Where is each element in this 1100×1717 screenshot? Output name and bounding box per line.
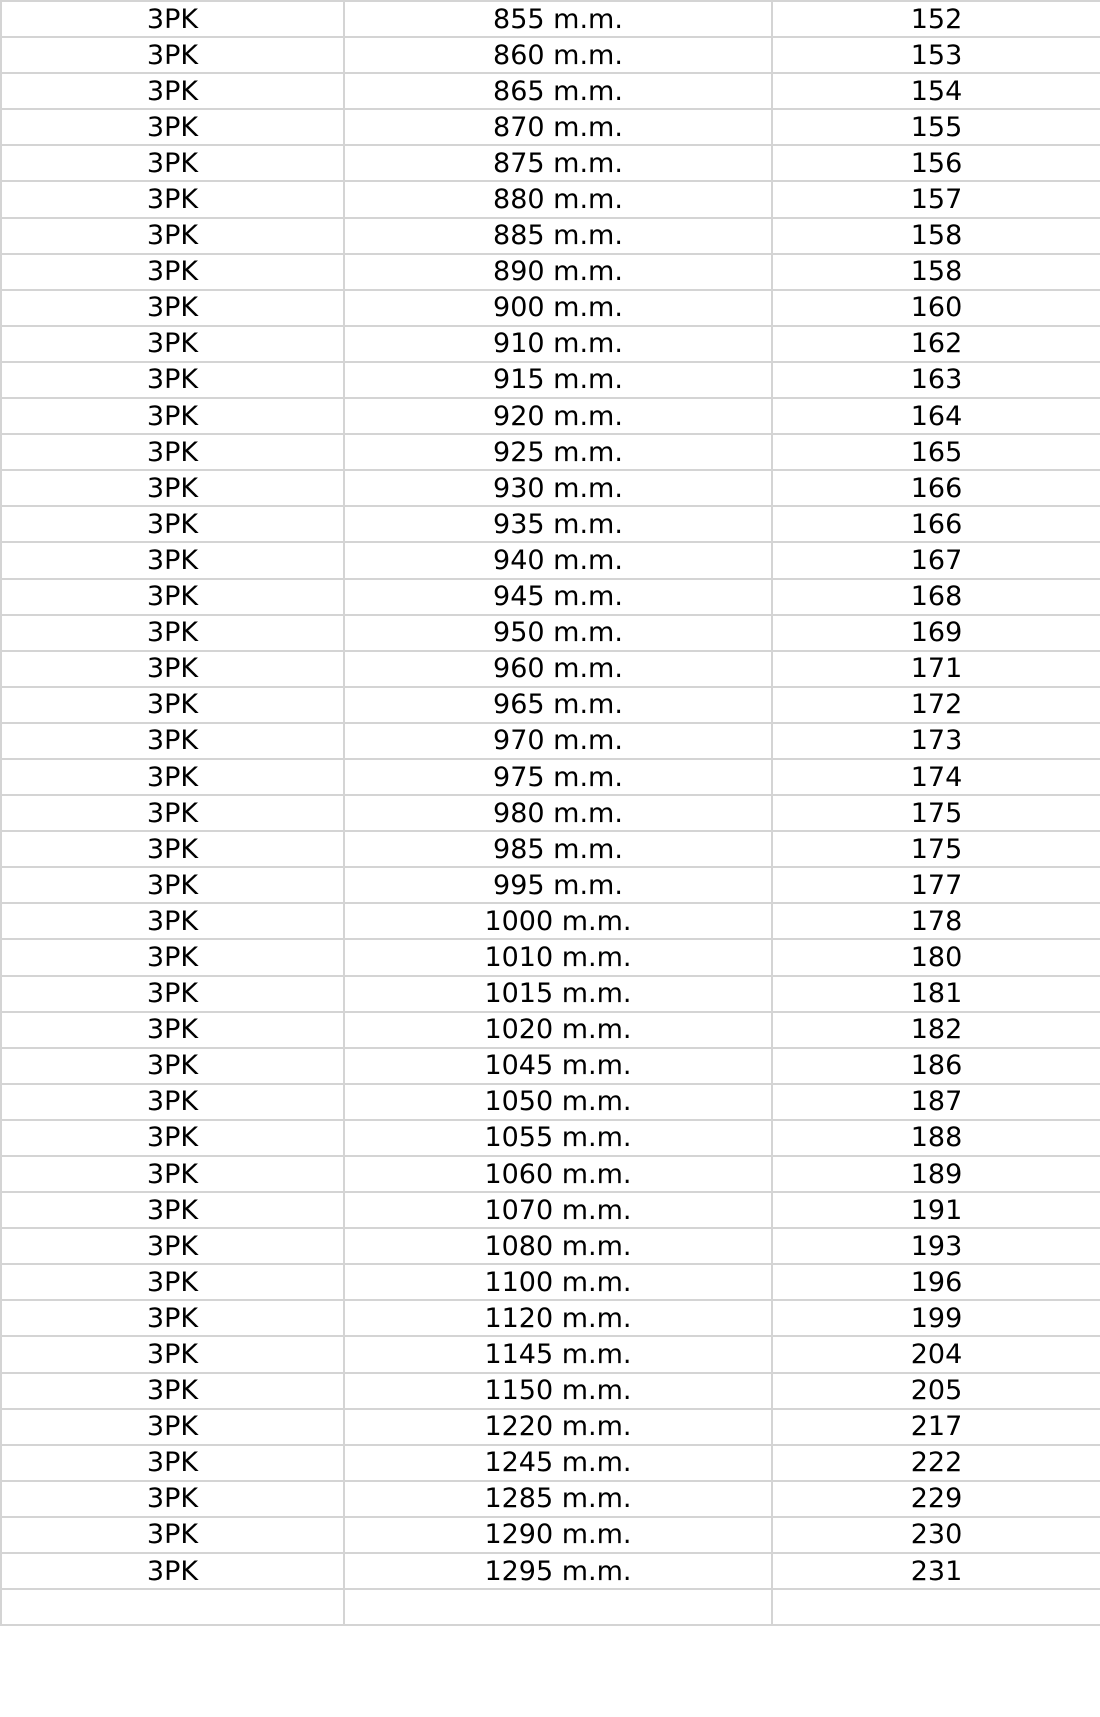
table-row bbox=[1, 1517, 1100, 1553]
length-cell[interactable]: 1220 m.m. bbox=[344, 1409, 772, 1445]
code-cell[interactable]: 182 bbox=[772, 1012, 1100, 1048]
length-cell[interactable]: 870 m.m. bbox=[344, 109, 772, 145]
table-row bbox=[1, 687, 1100, 723]
profile-cell[interactable]: 3PK bbox=[1, 615, 344, 651]
length-cell[interactable]: 960 m.m. bbox=[344, 651, 772, 687]
code-cell[interactable]: 158 bbox=[772, 218, 1100, 254]
length-cell[interactable]: 1000 m.m. bbox=[344, 903, 772, 939]
table-row bbox=[1, 37, 1100, 73]
profile-cell[interactable]: 3PK bbox=[1, 37, 344, 73]
profile-cell[interactable]: 3PK bbox=[1, 434, 344, 470]
profile-cell[interactable]: 3PK bbox=[1, 398, 344, 434]
length-cell[interactable]: 1120 m.m. bbox=[344, 1300, 772, 1336]
code-cell[interactable] bbox=[772, 1589, 1100, 1625]
code-cell[interactable]: 156 bbox=[772, 145, 1100, 181]
profile-cell[interactable]: 3PK bbox=[1, 1300, 344, 1336]
length-cell[interactable]: 920 m.m. bbox=[344, 398, 772, 434]
table-row bbox=[1, 1481, 1100, 1517]
table-row bbox=[1, 1, 1100, 37]
profile-cell[interactable]: 3PK bbox=[1, 1264, 344, 1300]
table-row bbox=[1, 1264, 1100, 1300]
code-cell[interactable]: 189 bbox=[772, 1156, 1100, 1192]
code-cell[interactable]: 193 bbox=[772, 1228, 1100, 1264]
profile-cell[interactable]: 3PK bbox=[1, 1445, 344, 1481]
table-body bbox=[1, 1, 1100, 1625]
code-cell[interactable]: 171 bbox=[772, 651, 1100, 687]
code-cell[interactable]: 155 bbox=[772, 109, 1100, 145]
length-cell[interactable]: 1045 m.m. bbox=[344, 1048, 772, 1084]
table-row bbox=[1, 109, 1100, 145]
code-cell[interactable]: 164 bbox=[772, 398, 1100, 434]
length-cell[interactable]: 1020 m.m. bbox=[344, 1012, 772, 1048]
table-row bbox=[1, 254, 1100, 290]
length-cell[interactable]: 925 m.m. bbox=[344, 434, 772, 470]
table-row bbox=[1, 542, 1100, 578]
length-cell[interactable]: 875 m.m. bbox=[344, 145, 772, 181]
table-row bbox=[1, 1373, 1100, 1409]
length-cell[interactable]: 965 m.m. bbox=[344, 687, 772, 723]
profile-cell[interactable]: 3PK bbox=[1, 867, 344, 903]
code-cell[interactable]: 188 bbox=[772, 1120, 1100, 1156]
code-cell[interactable]: 199 bbox=[772, 1300, 1100, 1336]
length-cell[interactable]: 860 m.m. bbox=[344, 37, 772, 73]
code-cell[interactable]: 153 bbox=[772, 37, 1100, 73]
length-cell[interactable]: 1245 m.m. bbox=[344, 1445, 772, 1481]
length-cell[interactable]: 1100 m.m. bbox=[344, 1264, 772, 1300]
table-row bbox=[1, 1589, 1100, 1625]
length-cell[interactable]: 1015 m.m. bbox=[344, 976, 772, 1012]
code-cell[interactable]: 174 bbox=[772, 759, 1100, 795]
code-cell[interactable]: 173 bbox=[772, 723, 1100, 759]
code-cell[interactable]: 217 bbox=[772, 1409, 1100, 1445]
profile-cell[interactable]: 3PK bbox=[1, 759, 344, 795]
length-cell[interactable]: 900 m.m. bbox=[344, 290, 772, 326]
profile-cell[interactable]: 3PK bbox=[1, 831, 344, 867]
profile-cell[interactable]: 3PK bbox=[1, 181, 344, 217]
code-cell[interactable]: 222 bbox=[772, 1445, 1100, 1481]
code-cell[interactable]: 181 bbox=[772, 976, 1100, 1012]
profile-cell[interactable]: 3PK bbox=[1, 1228, 344, 1264]
profile-cell[interactable]: 3PK bbox=[1, 1156, 344, 1192]
length-cell[interactable]: 1150 m.m. bbox=[344, 1373, 772, 1409]
profile-cell[interactable]: 3PK bbox=[1, 506, 344, 542]
length-cell[interactable]: 985 m.m. bbox=[344, 831, 772, 867]
code-cell[interactable]: 152 bbox=[772, 1, 1100, 37]
length-cell[interactable] bbox=[344, 1589, 772, 1625]
table-row bbox=[1, 1445, 1100, 1481]
length-cell[interactable]: 855 m.m. bbox=[344, 1, 772, 37]
profile-cell[interactable]: 3PK bbox=[1, 109, 344, 145]
length-cell[interactable]: 940 m.m. bbox=[344, 542, 772, 578]
table-row bbox=[1, 145, 1100, 181]
profile-cell[interactable]: 3PK bbox=[1, 1373, 344, 1409]
profile-cell[interactable]: 3PK bbox=[1, 1553, 344, 1589]
code-cell[interactable]: 178 bbox=[772, 903, 1100, 939]
code-cell[interactable]: 172 bbox=[772, 687, 1100, 723]
profile-cell[interactable]: 3PK bbox=[1, 1120, 344, 1156]
code-cell[interactable]: 166 bbox=[772, 470, 1100, 506]
code-cell[interactable]: 230 bbox=[772, 1517, 1100, 1553]
code-cell[interactable]: 157 bbox=[772, 181, 1100, 217]
code-cell[interactable]: 167 bbox=[772, 542, 1100, 578]
length-cell[interactable]: 885 m.m. bbox=[344, 218, 772, 254]
code-cell[interactable]: 169 bbox=[772, 615, 1100, 651]
code-cell[interactable]: 168 bbox=[772, 579, 1100, 615]
profile-cell[interactable]: 3PK bbox=[1, 362, 344, 398]
table-row bbox=[1, 181, 1100, 217]
code-cell[interactable]: 186 bbox=[772, 1048, 1100, 1084]
profile-cell[interactable]: 3PK bbox=[1, 73, 344, 109]
length-cell[interactable]: 1055 m.m. bbox=[344, 1120, 772, 1156]
profile-cell[interactable]: 3PK bbox=[1, 1481, 344, 1517]
table-row bbox=[1, 795, 1100, 831]
table-row bbox=[1, 831, 1100, 867]
table-row bbox=[1, 326, 1100, 362]
length-cell[interactable]: 935 m.m. bbox=[344, 506, 772, 542]
code-cell[interactable]: 187 bbox=[772, 1084, 1100, 1120]
length-cell[interactable]: 1060 m.m. bbox=[344, 1156, 772, 1192]
profile-cell[interactable]: 3PK bbox=[1, 976, 344, 1012]
length-cell[interactable]: 980 m.m. bbox=[344, 795, 772, 831]
profile-cell[interactable]: 3PK bbox=[1, 1084, 344, 1120]
code-cell[interactable]: 229 bbox=[772, 1481, 1100, 1517]
table-row bbox=[1, 1336, 1100, 1372]
table-row bbox=[1, 434, 1100, 470]
profile-cell[interactable]: 3PK bbox=[1, 470, 344, 506]
profile-cell[interactable]: 3PK bbox=[1, 579, 344, 615]
profile-cell[interactable]: 3PK bbox=[1, 1048, 344, 1084]
profile-cell[interactable]: 3PK bbox=[1, 1012, 344, 1048]
length-cell[interactable]: 915 m.m. bbox=[344, 362, 772, 398]
table-row bbox=[1, 1553, 1100, 1589]
length-cell[interactable]: 1080 m.m. bbox=[344, 1228, 772, 1264]
table-row bbox=[1, 1228, 1100, 1264]
table-row bbox=[1, 723, 1100, 759]
length-cell[interactable]: 890 m.m. bbox=[344, 254, 772, 290]
code-cell[interactable]: 180 bbox=[772, 939, 1100, 975]
profile-cell[interactable]: 3PK bbox=[1, 542, 344, 578]
code-cell[interactable]: 205 bbox=[772, 1373, 1100, 1409]
profile-cell[interactable]: 3PK bbox=[1, 290, 344, 326]
code-cell[interactable]: 160 bbox=[772, 290, 1100, 326]
code-cell[interactable]: 196 bbox=[772, 1264, 1100, 1300]
profile-cell[interactable]: 3PK bbox=[1, 1517, 344, 1553]
code-cell[interactable]: 165 bbox=[772, 434, 1100, 470]
profile-cell[interactable]: 3PK bbox=[1, 651, 344, 687]
profile-cell[interactable]: 3PK bbox=[1, 254, 344, 290]
length-cell[interactable]: 1010 m.m. bbox=[344, 939, 772, 975]
code-cell[interactable]: 175 bbox=[772, 831, 1100, 867]
table-row bbox=[1, 73, 1100, 109]
profile-cell[interactable]: 3PK bbox=[1, 1336, 344, 1372]
table-row bbox=[1, 1120, 1100, 1156]
table-row bbox=[1, 939, 1100, 975]
table-row bbox=[1, 218, 1100, 254]
code-cell[interactable]: 158 bbox=[772, 254, 1100, 290]
code-cell[interactable]: 191 bbox=[772, 1192, 1100, 1228]
length-cell[interactable]: 995 m.m. bbox=[344, 867, 772, 903]
profile-cell[interactable]: 3PK bbox=[1, 795, 344, 831]
table-row bbox=[1, 759, 1100, 795]
length-cell[interactable]: 950 m.m. bbox=[344, 615, 772, 651]
profile-cell[interactable]: 3PK bbox=[1, 1409, 344, 1445]
profile-cell[interactable] bbox=[1, 1589, 344, 1625]
table-row bbox=[1, 470, 1100, 506]
code-cell[interactable]: 166 bbox=[772, 506, 1100, 542]
table-row bbox=[1, 976, 1100, 1012]
table-row bbox=[1, 506, 1100, 542]
profile-cell[interactable]: 3PK bbox=[1, 939, 344, 975]
profile-cell[interactable]: 3PK bbox=[1, 1192, 344, 1228]
table-row bbox=[1, 579, 1100, 615]
profile-cell[interactable]: 3PK bbox=[1, 218, 344, 254]
profile-cell[interactable]: 3PK bbox=[1, 1, 344, 37]
table-row bbox=[1, 651, 1100, 687]
length-cell[interactable]: 975 m.m. bbox=[344, 759, 772, 795]
length-cell[interactable]: 1285 m.m. bbox=[344, 1481, 772, 1517]
code-cell[interactable]: 177 bbox=[772, 867, 1100, 903]
code-cell[interactable]: 204 bbox=[772, 1336, 1100, 1372]
table-row bbox=[1, 1192, 1100, 1228]
table-row bbox=[1, 903, 1100, 939]
table-row bbox=[1, 398, 1100, 434]
code-cell[interactable]: 175 bbox=[772, 795, 1100, 831]
table-row bbox=[1, 1084, 1100, 1120]
length-cell[interactable]: 1050 m.m. bbox=[344, 1084, 772, 1120]
length-cell[interactable]: 1295 m.m. bbox=[344, 1553, 772, 1589]
length-cell[interactable]: 930 m.m. bbox=[344, 470, 772, 506]
profile-cell[interactable]: 3PK bbox=[1, 145, 344, 181]
length-cell[interactable]: 1290 m.m. bbox=[344, 1517, 772, 1553]
table-row bbox=[1, 1012, 1100, 1048]
length-cell[interactable]: 880 m.m. bbox=[344, 181, 772, 217]
table-row bbox=[1, 1048, 1100, 1084]
table-row bbox=[1, 1156, 1100, 1192]
code-cell[interactable]: 231 bbox=[772, 1553, 1100, 1589]
length-cell[interactable]: 865 m.m. bbox=[344, 73, 772, 109]
table-row bbox=[1, 615, 1100, 651]
profile-cell[interactable]: 3PK bbox=[1, 687, 344, 723]
profile-cell[interactable]: 3PK bbox=[1, 326, 344, 362]
profile-cell[interactable]: 3PK bbox=[1, 903, 344, 939]
table-row bbox=[1, 1300, 1100, 1336]
length-cell[interactable]: 970 m.m. bbox=[344, 723, 772, 759]
code-cell[interactable]: 162 bbox=[772, 326, 1100, 362]
table-row bbox=[1, 290, 1100, 326]
profile-cell[interactable]: 3PK bbox=[1, 723, 344, 759]
length-cell[interactable]: 910 m.m. bbox=[344, 326, 772, 362]
length-cell[interactable]: 945 m.m. bbox=[344, 579, 772, 615]
table-row bbox=[1, 867, 1100, 903]
table-row bbox=[1, 1409, 1100, 1445]
code-cell[interactable]: 163 bbox=[772, 362, 1100, 398]
table-row bbox=[1, 362, 1100, 398]
code-cell[interactable]: 154 bbox=[772, 73, 1100, 109]
length-cell[interactable]: 1070 m.m. bbox=[344, 1192, 772, 1228]
length-cell[interactable]: 1145 m.m. bbox=[344, 1336, 772, 1372]
